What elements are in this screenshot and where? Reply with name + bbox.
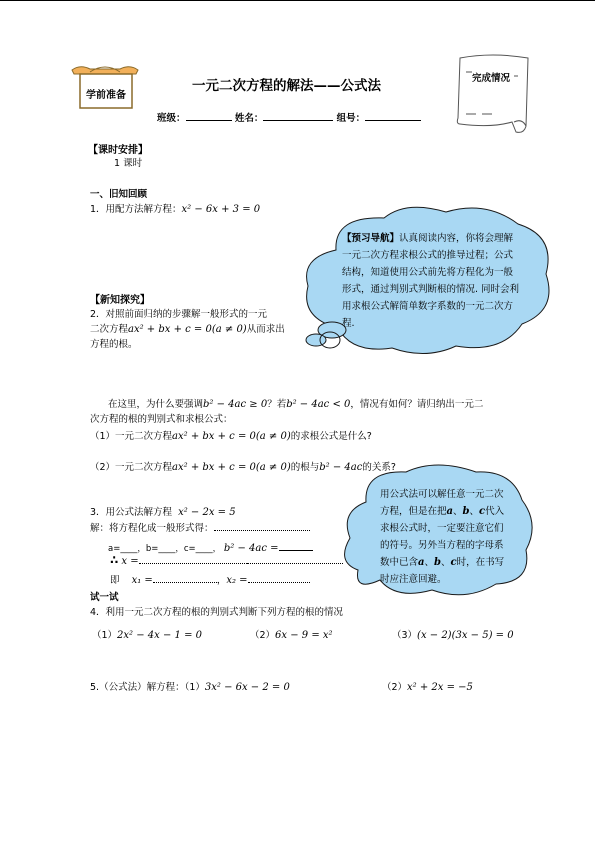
- ji-label: 即: [110, 575, 120, 586]
- tip-part-1: a: [446, 506, 453, 517]
- discussion-line2: 次方程的根的判别式和求根公式：: [90, 414, 233, 425]
- review-q1: [90, 201, 260, 215]
- disc-eq1: b² − 4ac ≥ 0: [203, 399, 268, 410]
- preview-body: 认真阅读内容，你将会理解一元二次方程求根公式的推导过程；公式结构，知道使用公式前先将方程化为一般形式，通过判别式判断根的情况. 同时会利用求根公式解简单数字系数的一元二次方程.: [342, 233, 520, 329]
- badge-label: 学前准备: [86, 90, 126, 101]
- tip-part-8: 、: [424, 557, 435, 568]
- disc-post: ，情况有如何？请归纳出一元二: [350, 399, 484, 410]
- p2-eq: ax² + bx + c = 0(a ≠ 0): [172, 462, 291, 473]
- tip-part-11: c: [450, 557, 457, 568]
- discussion-p1: [90, 428, 372, 442]
- q4-item-2: [250, 627, 333, 641]
- x2-label: x₂ =: [226, 575, 248, 586]
- q4-eq-1: 2x² − 4x − 1 = 0: [117, 630, 202, 641]
- p1-eq: ax² + bx + c = 0(a ≠ 0): [172, 431, 291, 442]
- q3-solve-label: 解：将方程化成一般形式得：: [90, 523, 214, 534]
- tip-cloud: [336, 462, 536, 602]
- general-form-field[interactable]: [214, 520, 310, 531]
- p2-pre: （2）一元二次方程: [90, 462, 173, 473]
- tip-part-2: 、: [453, 506, 463, 517]
- discussion-line1: [108, 396, 483, 410]
- x-formula-field-2[interactable]: [247, 553, 343, 564]
- q3-label: 3．用公式法解方程: [90, 507, 173, 518]
- completion-box: [452, 52, 534, 136]
- prep-badge: [70, 60, 140, 112]
- p2-eq2: b² − 4ac: [319, 462, 363, 473]
- q4-eq-3: (x − 2)(3x − 5) = 0: [417, 630, 514, 641]
- class-label: 班级：: [157, 113, 186, 124]
- review-heading: 一、旧知回顾: [90, 189, 148, 200]
- q3-x-row: [110, 553, 343, 567]
- q5-row: [90, 679, 290, 693]
- p2-mid: 的根与: [290, 462, 320, 473]
- tip-part-5: c: [479, 506, 486, 517]
- preview-title: 【预习导航】: [342, 233, 400, 244]
- q5-eq-1: 3x² − 6x − 2 = 0: [204, 682, 290, 693]
- q3-eq: x² − 2x = 5: [178, 507, 236, 518]
- preview-cloud: [296, 202, 556, 362]
- p1-post: 的求根公式是什么?: [290, 431, 372, 442]
- q4-item-1: [92, 627, 202, 641]
- q2-post: 从而求出: [246, 324, 285, 335]
- tip-part-6: 代入求根公式时，一定要注意它们的符号。另外当方程的字母系数中已含: [380, 506, 505, 568]
- x1-field[interactable]: [153, 572, 217, 583]
- page-title: 一元二次方程的解法——公式法: [192, 78, 381, 94]
- q2-line2: [90, 321, 285, 335]
- q2-pre: 二次方程: [90, 324, 129, 335]
- q5-item-2: [382, 679, 473, 693]
- tip-part-3: b: [462, 506, 470, 517]
- q2-equation: ax² + bx + c = 0(a ≠ 0): [128, 324, 247, 335]
- try-heading: 试一试: [90, 592, 119, 603]
- p2-post: 的关系?: [362, 462, 396, 473]
- name-field[interactable]: [263, 110, 333, 121]
- x-formula-field[interactable]: [139, 553, 247, 564]
- q4-text: 4．利用一元二次方程的根的判别式判断下列方程的根的情况: [90, 607, 344, 618]
- q4-num-2: （2）: [250, 630, 276, 641]
- x2-field[interactable]: [248, 572, 310, 583]
- disc-eq2: b² − 4ac < 0: [286, 399, 351, 410]
- explore-heading: 【新知探究】: [90, 295, 150, 306]
- q3-roots-row: 即 x₁ = ，x₂ =: [110, 572, 310, 586]
- q3-x-eq: x =: [121, 556, 139, 567]
- q3-abc: a=____，b=____，c=____，: [108, 544, 222, 554]
- therefore-symbol: ∴: [110, 553, 119, 567]
- q5-label: 5.（公式法）解方程：: [90, 682, 185, 693]
- disc-field[interactable]: [279, 540, 313, 551]
- q4-num-3: （3）: [392, 630, 418, 641]
- q3-abc-row: [108, 540, 313, 554]
- q3-disc: b² − 4ac =: [223, 543, 279, 554]
- preview-text: [342, 230, 522, 332]
- disc-pre: 在这里，为什么要强调: [108, 399, 204, 410]
- tip-part-12: 时，在书写时应注意回避。: [380, 557, 505, 585]
- tip-part-7: a: [418, 557, 425, 568]
- disc-mid: ？若: [267, 399, 287, 410]
- tip-part-0: 用公式法可以解任意一元二次方程，但是在把: [380, 489, 504, 517]
- q4-item-3: [392, 627, 514, 641]
- tip-part-10: 、: [441, 557, 451, 568]
- tip-part-9: b: [434, 557, 442, 568]
- class-field[interactable]: [186, 110, 232, 121]
- q2-line3: 方程的根。: [90, 339, 138, 350]
- q2-line1: 2．对照前面归纳的步骤解一般形式的一元: [90, 309, 268, 320]
- q3-line: [90, 504, 236, 518]
- p1-pre: （1）一元二次方程: [90, 431, 173, 442]
- x1-label: x₁ =: [131, 575, 153, 586]
- q4-num-1: （1）: [92, 630, 118, 641]
- q4-eq-2: 6x − 9 = x²: [275, 630, 333, 641]
- schedule-value: 1 课时: [114, 158, 143, 169]
- info-fields: [157, 110, 421, 124]
- q5-num-2: （2）: [382, 682, 408, 693]
- q3-solve: [90, 520, 310, 534]
- tip-part-4: 、: [469, 506, 480, 517]
- tip-text: [380, 486, 512, 588]
- q5-eq-2: x² + 2x = −5: [407, 682, 473, 693]
- name-label: 姓名：: [234, 113, 264, 124]
- completion-label: 完成情况: [472, 73, 511, 84]
- page-top-rule: [0, 0, 595, 1]
- group-label: 组号：: [336, 113, 366, 124]
- q1-equation: x² − 6x + 3 = 0: [181, 204, 261, 215]
- schedule-heading: 【课时安排】: [88, 145, 148, 156]
- q1-label: 1．用配方法解方程：: [90, 204, 182, 215]
- group-field[interactable]: [365, 110, 421, 121]
- q5-num-1: （1）: [184, 682, 205, 693]
- scroll-frame-icon: [452, 52, 534, 136]
